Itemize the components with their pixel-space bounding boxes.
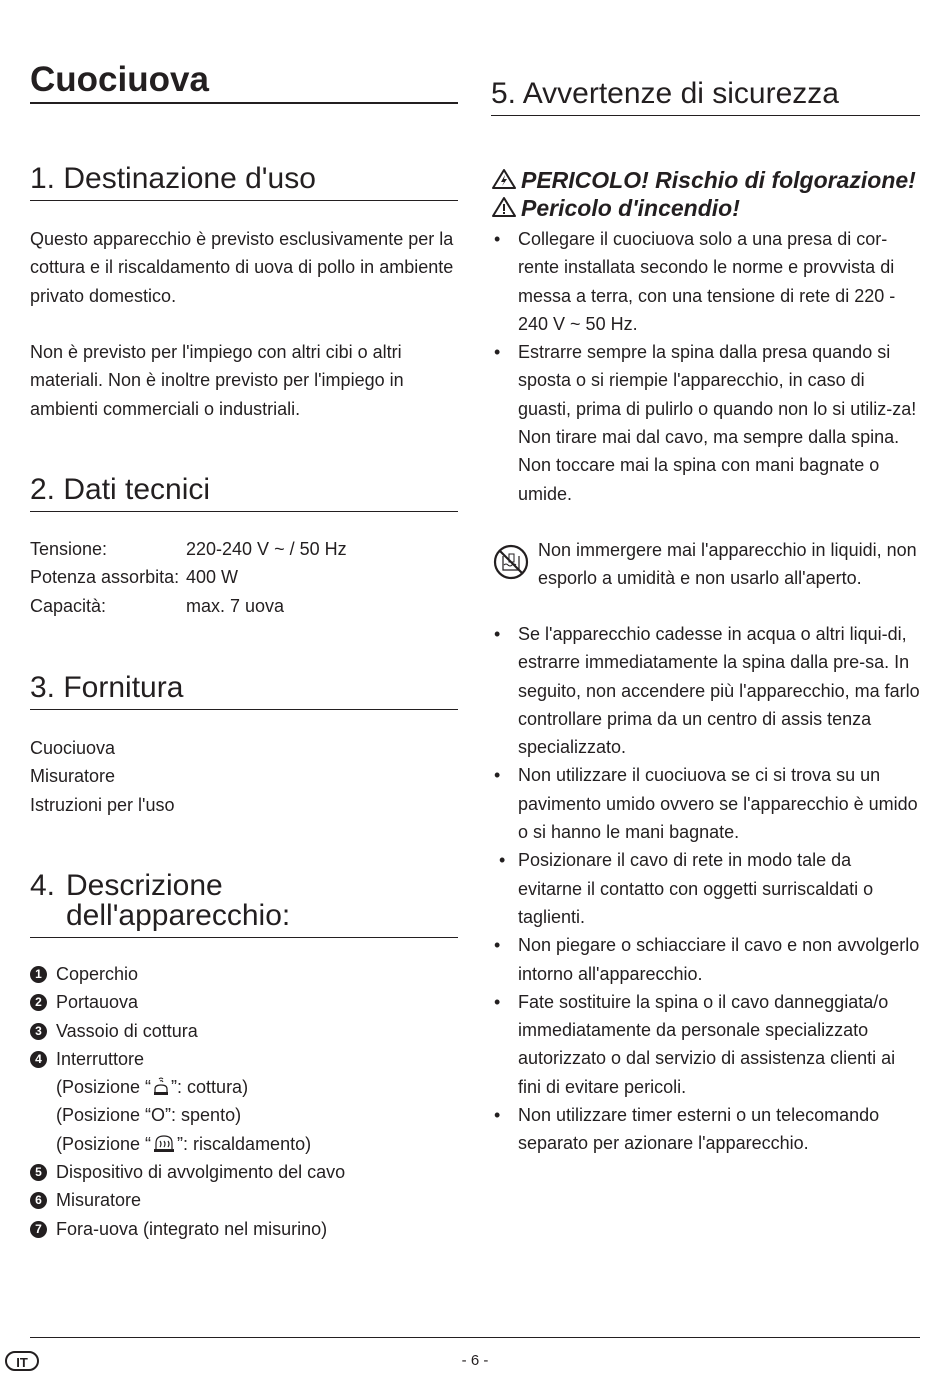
safety-bullets-2 (491, 620, 920, 1158)
section-4-title (30, 871, 458, 938)
number-badge: 7 (30, 1221, 47, 1238)
position-text: (Posizione “ (56, 1133, 152, 1154)
list-item (491, 620, 920, 761)
list-item (30, 1186, 458, 1214)
switch-position-warming (30, 1130, 458, 1158)
no-immersion-text: Non immergere mai l'apparecchio in liquidi, non esporlo a umidità e non usarlo all'aperto. (538, 540, 917, 589)
device-parts-list (30, 960, 458, 1243)
number-badge: 5 (30, 1164, 47, 1181)
bullet: • (494, 765, 501, 786)
bullet-text: Estrarre sempre la spina dalla presa quando si sposta o si riempie l'apparecchio, in caso di guasti, prima di pulirlo o quando non lo si utiliz-za! Non tirare mai dal cavo, ma sempre dalla spina. Non toccare mai la spina con mani bagnate o umide. (518, 342, 917, 504)
position-text: ”: riscaldamento) (177, 1133, 312, 1154)
bullet-text: Se l'apparecchio cadesse in acqua o altri liqui-di, estrarre immediatamente la spina dalla pre-sa. In seguito, non accendere più l'apparecchio, ma farlo controllare prima da un centro di assis tenza specializzato. (518, 624, 920, 758)
tech-value: 400 W (186, 567, 239, 588)
tech-value: max. 7 uova (186, 595, 285, 616)
warning-text: PERICOLO! Rischio di folgorazione! (521, 167, 916, 193)
list-item (491, 225, 920, 338)
switch-position-cooking (30, 1073, 458, 1101)
tech-key: Capacità: (30, 595, 107, 616)
list-item (491, 846, 920, 931)
number-badge: 2 (30, 994, 47, 1011)
danger-warning (491, 166, 920, 222)
table-row (30, 563, 347, 591)
section-4-number: 4. (30, 869, 56, 902)
list-item (30, 1158, 458, 1186)
section-5-title: 5. Avvertenze di sicurezza (491, 79, 920, 116)
tech-value: 220-240 V ~ / 50 Hz (186, 539, 347, 559)
section-4-title-line-1: Descrizione (66, 869, 223, 902)
technical-data-table (30, 535, 347, 620)
warning-line-1 (491, 166, 920, 194)
part-label: Fora-uova (integrato nel misurino) (56, 1218, 328, 1239)
part-label: Vassoio di cottura (56, 1020, 198, 1041)
bullet: • (494, 991, 501, 1012)
warning-text: Pericolo d'incendio! (521, 195, 740, 221)
bullet: • (499, 850, 506, 871)
position-text: ”: cottura) (171, 1077, 249, 1098)
bullet: • (494, 229, 501, 249)
section-2-title: 2. Dati tecnici (30, 475, 458, 512)
bullet: • (494, 342, 501, 363)
warning-line-2 (491, 194, 920, 222)
number-badge: 3 (30, 1023, 47, 1040)
section-1-paragraph-1: Questo apparecchio è previsto esclusivamente per la cottura e il riscaldamento di uova di pollo in ambiente privato domestico. (30, 229, 454, 306)
bullet-text: Non utilizzare timer esterni o un telecomando separato per azionare l'apparecchio. (518, 1105, 880, 1154)
list-item (491, 1101, 920, 1158)
position-text: (Posizione “ (56, 1077, 152, 1098)
section-3-title: 3. Fornitura (30, 673, 458, 710)
list-item (491, 931, 920, 988)
bullet-text: Posizionare il cavo di rete in modo tale da evitarne il contatto con oggetti surriscaldati o taglienti. (518, 850, 874, 927)
list-item: Cuociuova (30, 738, 116, 758)
table-row (30, 535, 347, 563)
list-item: Istruzioni per l'uso (30, 794, 175, 815)
egg-cooking-icon (151, 1076, 171, 1096)
no-immersion-notice (491, 536, 920, 593)
electric-hazard-warning-icon (491, 168, 517, 190)
section-1-title: 1. Destinazione d'uso (30, 164, 458, 201)
bullet: • (494, 935, 501, 956)
document-title: Cuociuova (30, 58, 458, 104)
bullet-text: Non utilizzare il cuociuova se ci si trova su un pavimento umido ovvero se l'apparecchio è umido o si hanno le mani bagnate. (518, 765, 918, 843)
list-item (491, 988, 920, 1101)
number-badge: 4 (30, 1051, 47, 1068)
fire-hazard-warning-icon (491, 196, 517, 218)
bullet: • (494, 1105, 501, 1126)
number-badge: 6 (30, 1192, 47, 1209)
list-item (30, 988, 458, 1016)
part-label: Dispositivo di avvolgimento del cavo (56, 1162, 346, 1183)
section-4-title-line-2: dell'apparecchio: (66, 899, 291, 932)
footer-divider (30, 1337, 920, 1338)
egg-warming-icon (151, 1133, 177, 1153)
part-label: Interruttore (56, 1048, 145, 1069)
list-item (30, 1045, 458, 1073)
tech-key: Tensione: (30, 539, 108, 559)
part-label: Coperchio (56, 964, 139, 984)
part-label: Misuratore (56, 1190, 142, 1211)
no-immersion-icon (493, 544, 529, 580)
bullet-text: Non piegare o schiacciare il cavo e non avvolgerlo intorno all'apparecchio. (518, 935, 920, 984)
number-badge: 1 (30, 966, 47, 983)
list-item (491, 761, 920, 846)
bullet: • (494, 624, 501, 644)
language-badge: IT (5, 1351, 39, 1371)
switch-position-off: (Posizione “O”: spento) (56, 1105, 242, 1126)
section-1-paragraph-2: Non è previsto per l'impiego con altri cibi o altri materiali. Non è inoltre previsto per l'impiego in ambienti commerciali o industriali. (30, 342, 404, 419)
page-number: - 6 - (461, 1352, 489, 1369)
part-label: Portauova (56, 992, 139, 1013)
list-item (30, 960, 458, 988)
tech-key: Potenza assorbita: (30, 567, 180, 588)
list-item (30, 1215, 458, 1243)
table-row (30, 592, 347, 620)
supply-list (30, 734, 458, 819)
bullet-text: Collegare il cuociuova solo a una presa di cor-rente installata secondo le norme e provvista di messa a terra, con una tensione di rete di 220 - 240 V ~ 50 Hz. (518, 229, 896, 334)
list-item (491, 338, 920, 508)
safety-bullets-1 (491, 225, 920, 508)
bullet-text: Fate sostituire la spina o il cavo danneggiata/o immediatamente da personale specializzato autorizzato o dal servizio di assistenza clienti ai fini di evitare pericoli. (518, 991, 896, 1097)
list-item (30, 1017, 458, 1045)
list-item: Misuratore (30, 766, 116, 787)
